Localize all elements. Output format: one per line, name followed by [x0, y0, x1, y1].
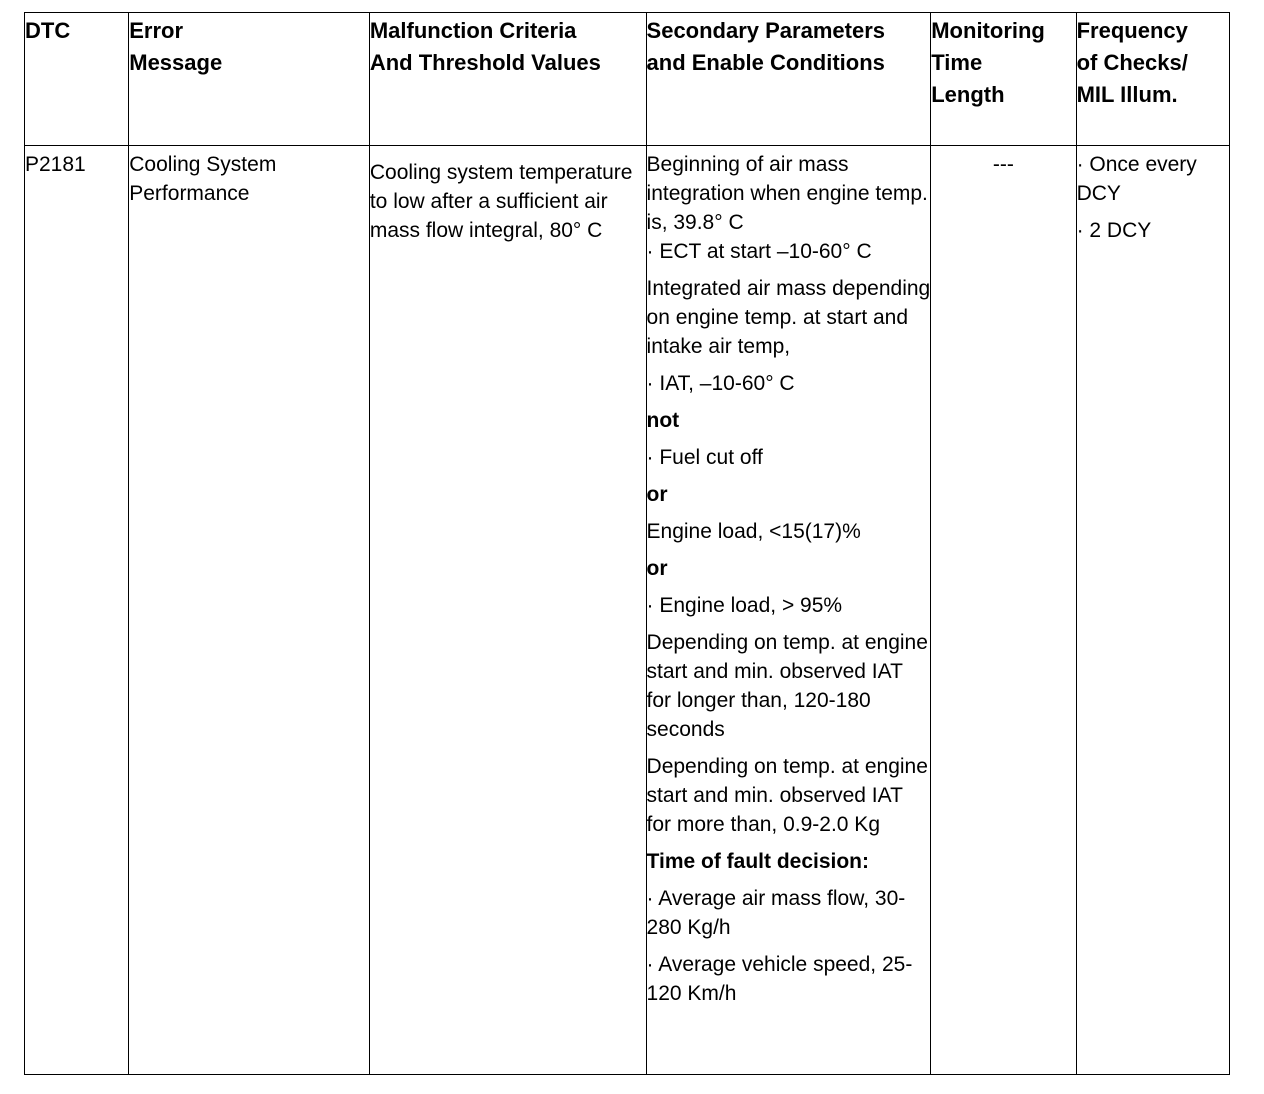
header-frequency-line-1: Frequency: [1076, 18, 1188, 43]
header-frequency: [1076, 13, 1229, 146]
secondary-parameter-item: · Average vehicle speed, 25-120 Km/h: [646, 953, 913, 1005]
secondary-parameter-item: Depending on temp. at engine start and min. observed IAT for more than, 0.9-2.0 Kg: [646, 755, 928, 836]
header-error-line-1: Error: [129, 18, 184, 43]
header-malfunction-line-1: Malfunction Criteria: [369, 18, 577, 43]
cell-malfunction-criteria: [369, 146, 646, 1075]
frequency-item: · Once every DCY: [1076, 153, 1197, 205]
secondary-parameter-item: Depending on temp. at engine start and min. observed IAT for longer than, 120-180 seconds: [646, 631, 928, 741]
secondary-parameter-item: Beginning of air mass integration when engine temp. is, 39.8° C · ECT at start –10-60° C: [646, 153, 928, 263]
secondary-parameter-item: Time of fault decision:: [646, 850, 869, 873]
secondary-parameter-item: · Engine load, > 95%: [646, 594, 843, 617]
header-monitoring-line-1: Monitoring: [931, 18, 1045, 43]
cell-dtc: P2181: [25, 146, 129, 1075]
header-error-message: [129, 13, 370, 146]
header-secondary-line-1: Secondary Parameters: [646, 18, 885, 43]
header-dtc-line: DTC: [25, 18, 71, 43]
header-malfunction-line-2: And Threshold Values: [369, 50, 601, 75]
secondary-parameter-item: Integrated air mass depending on engine temp. at start and intake air temp,: [646, 277, 931, 358]
cell-monitoring-time: [931, 146, 1076, 1075]
secondary-parameter-item: · Average air mass flow, 30-280 Kg/h: [646, 887, 906, 939]
cell-frequency: [1076, 146, 1229, 1075]
header-frequency-line-3: MIL Illum.: [1076, 82, 1178, 107]
secondary-parameter-item: not: [646, 409, 680, 432]
frequency-item: · 2 DCY: [1076, 219, 1152, 242]
dtc-table: [24, 12, 1230, 1075]
secondary-parameter-item: or: [646, 483, 668, 506]
header-monitoring-line-2: Time: [931, 50, 983, 75]
header-monitoring-line-3: Length: [931, 82, 1005, 107]
header-row: [25, 13, 1230, 146]
header-secondary-parameters: [646, 13, 931, 146]
header-frequency-line-2: of Checks/: [1076, 50, 1188, 75]
cell-error-message: Cooling System Performance: [129, 146, 370, 1075]
header-error-line-2: Message: [129, 50, 223, 75]
table-row: [25, 146, 1230, 1075]
cell-secondary-parameters: [646, 146, 931, 1075]
secondary-parameter-item: or: [646, 557, 668, 580]
header-dtc: [25, 13, 129, 146]
frequency-list: [1077, 150, 1229, 245]
header-secondary-line-2: and Enable Conditions: [646, 50, 885, 75]
monitoring-time-text: ---: [992, 153, 1014, 176]
secondary-parameter-item: · IAT, –10-60° C: [646, 372, 795, 395]
secondary-parameters-list: [647, 150, 931, 1008]
secondary-parameter-item: Engine load, <15(17)%: [646, 520, 861, 543]
header-malfunction-criteria: [369, 13, 646, 146]
malfunction-criteria-text: Cooling system temperature to low after a sufficient air mass flow integral, 80° C: [369, 161, 633, 242]
secondary-parameter-item: · Fuel cut off: [646, 446, 763, 469]
header-monitoring-time: [931, 13, 1076, 146]
